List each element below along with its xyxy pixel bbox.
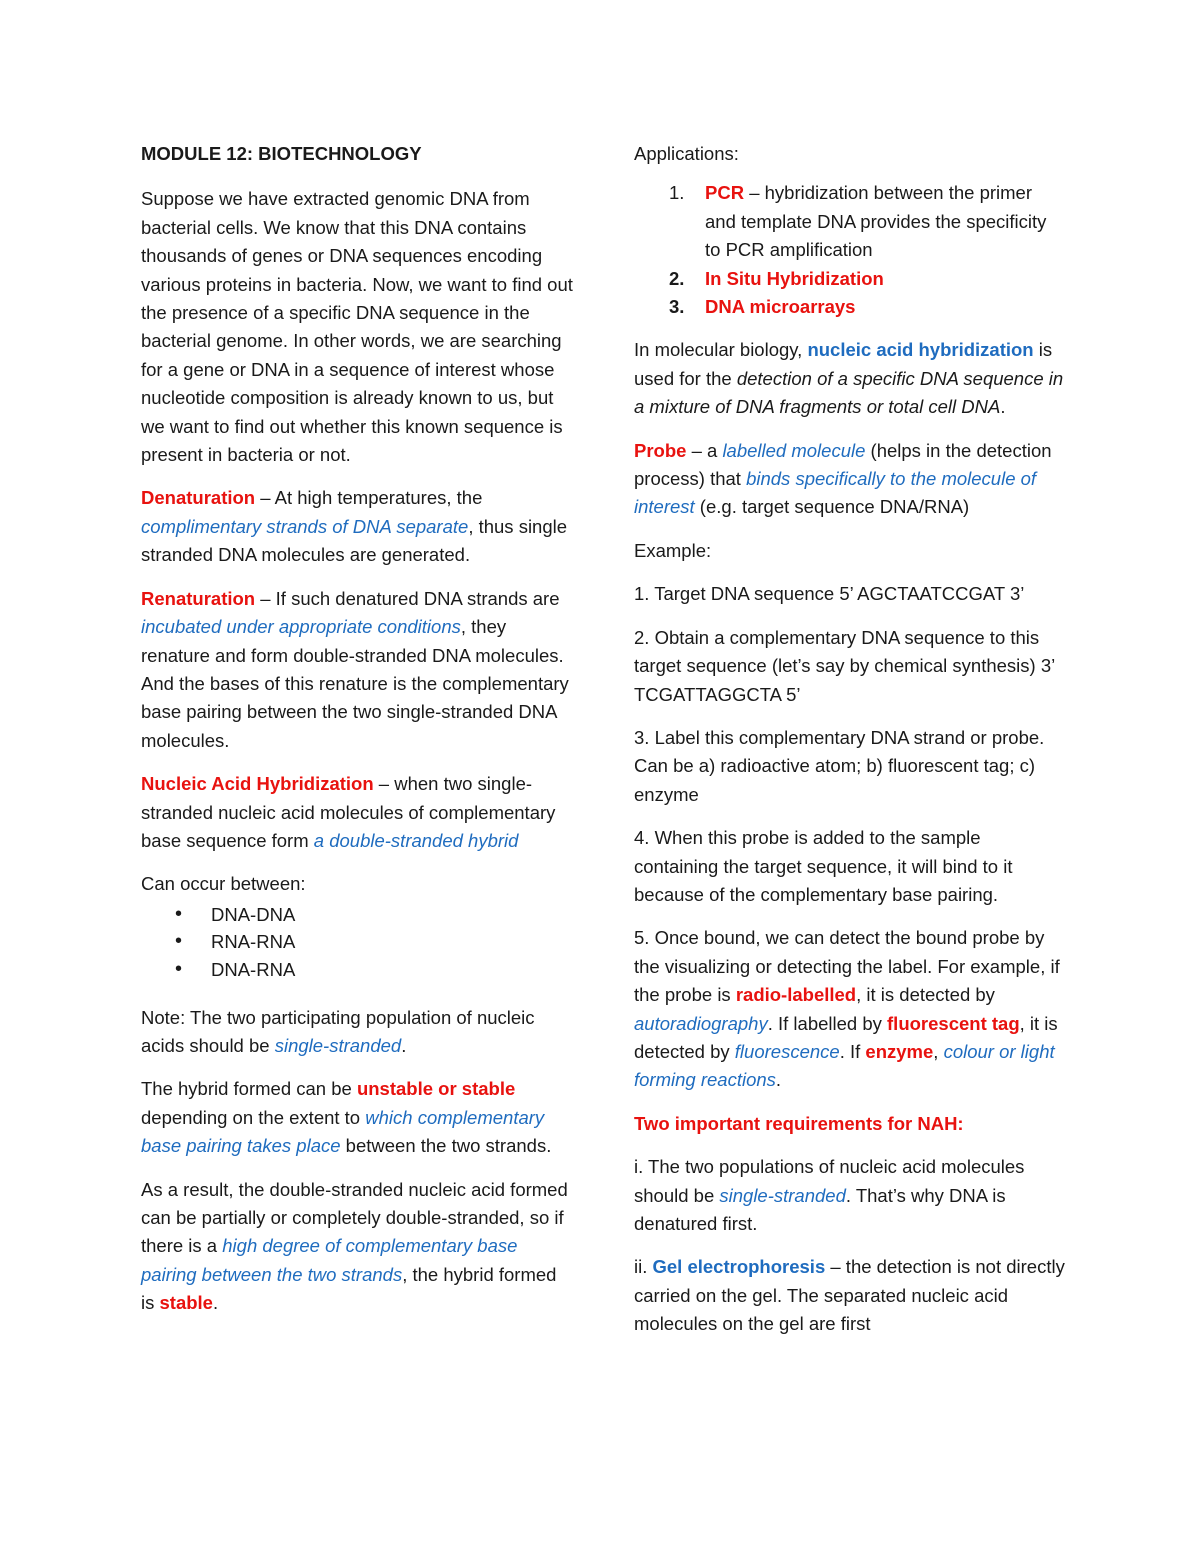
text: , thus single stranded DNA molecules are generated.	[141, 515, 568, 566]
list-item: • DNA-RNA	[175, 956, 573, 984]
text: As a result, the double-stranded nucleic acid formed can be partially or completely double-stranded, so if there is a	[141, 1178, 568, 1257]
text: – the detection is not directly carried on the gel. The separated nucleic acid molecules on the gel are first	[634, 1256, 1065, 1335]
list-number: 1.	[669, 182, 685, 204]
text: (helps in the detection process) that	[634, 439, 1052, 490]
can-occur-label: Can occur between:	[141, 873, 306, 895]
application-term: In Situ Hybridization	[705, 267, 884, 289]
text: . If labelled by	[767, 1012, 888, 1034]
intro-paragraph: Suppose we have extracted genomic DNA from bacterial cells. We know that this DNA contains thousands of genes or DNA sequences encoding various proteins in bacteria. Now, we want to find out the presence of a specific DNA sequence in the bacterial genome. In other words, we are searching for a gene or DNA in a sequence of interest whose nucleotide composition is already known to us, but we want to find out whether this known sequence is present in bacteria or not.	[141, 188, 573, 466]
text: – If such denatured DNA strands are	[255, 587, 560, 609]
text: ii.	[634, 1256, 653, 1278]
hybridization-paragraph	[141, 770, 573, 855]
emphasis: colour or light forming reactions	[634, 1040, 1055, 1091]
application-term: DNA microarrays	[705, 296, 856, 318]
emphasis: fluorescence	[734, 1040, 840, 1062]
list-item	[634, 265, 1066, 293]
text: The two participating population of nucleic acids should be	[141, 1006, 535, 1056]
emphasis: high degree of complementary base pairing between the two strands	[141, 1235, 518, 1285]
denaturation-term: Denaturation	[141, 487, 256, 509]
text: ,	[933, 1040, 944, 1062]
note-paragraph	[141, 1004, 573, 1061]
text: i. The two populations of nucleic acid molecules should be	[634, 1156, 1025, 1206]
text: depending on the extent to	[141, 1106, 366, 1128]
highlight: enzyme	[865, 1040, 934, 1062]
highlight: radio-labelled	[735, 984, 857, 1006]
requirements-heading: Two important requirements for NAH:	[634, 1112, 964, 1134]
emphasis: autoradiography	[634, 1012, 768, 1034]
text: In molecular biology,	[634, 339, 808, 361]
emphasis: detection of a specific DNA sequence in a mixture of DNA fragments or total cell DNA	[634, 367, 1064, 418]
emphasis: a double-stranded hybrid	[313, 829, 519, 851]
renaturation-paragraph	[141, 585, 573, 755]
emphasis: single-stranded	[719, 1184, 846, 1206]
example-step-5	[634, 924, 1066, 1094]
highlight: unstable or stable	[356, 1078, 516, 1100]
note-label: Note:	[141, 1006, 186, 1028]
list-item: • DNA-DNA	[175, 901, 573, 929]
text: between the two strands.	[340, 1135, 552, 1157]
highlight: fluorescent tag	[887, 1012, 1020, 1034]
example-step-2: 2. Obtain a complementary DNA sequence to this target sequence (let’s say by chemical synthesis) 3’ TCGATTAGGCTA 5’	[634, 626, 1055, 705]
applications-label: Applications:	[634, 143, 739, 164]
text: 5. Once bound, we can detect the bound probe by the visualizing or detecting the label. For example, if the probe is	[634, 927, 1060, 1006]
right-column	[634, 140, 1066, 1354]
example-step-4: 4. When this probe is added to the sample containing the target sequence, it will bind to it because of the complementary base pairing.	[634, 827, 1013, 905]
emphasis: incubated under appropriate conditions	[141, 616, 461, 638]
emphasis: complimentary strands of DNA separate	[141, 515, 469, 537]
list-number: 3.	[669, 296, 685, 318]
text: is used for the	[634, 339, 1053, 389]
pair-list	[141, 901, 573, 984]
example-label: Example:	[634, 539, 712, 561]
key-term: Gel electrophoresis	[652, 1256, 826, 1278]
list-item	[634, 179, 1066, 264]
probe-paragraph	[634, 437, 1066, 522]
list-item	[634, 293, 1066, 321]
example-step-3: 3. Label this complementary DNA strand or probe. Can be a) radioactive atom; b) fluorescent tag; c) enzyme	[634, 726, 1045, 805]
application-term: PCR	[705, 182, 745, 204]
text: – a	[686, 439, 723, 461]
emphasis: which complementary base pairing takes place	[141, 1106, 545, 1157]
text: , it is detected by	[634, 1012, 1058, 1062]
text: – At high temperatures, the	[255, 487, 483, 509]
text: , the hybrid formed is	[141, 1263, 557, 1314]
list-number: 2.	[669, 267, 685, 289]
left-column	[141, 140, 573, 1333]
text: , it is detected by	[856, 984, 995, 1006]
emphasis: single-stranded	[274, 1034, 402, 1056]
stability-paragraph	[141, 1075, 573, 1160]
highlight: stable	[159, 1292, 213, 1314]
page-title: MODULE 12: BIOTECHNOLOGY	[141, 143, 422, 164]
probe-term: Probe	[634, 439, 687, 461]
result-paragraph	[141, 1176, 573, 1318]
text: .	[401, 1034, 407, 1056]
emphasis: labelled molecule	[722, 439, 866, 461]
requirement-2	[634, 1253, 1066, 1338]
text: .	[212, 1292, 219, 1314]
text: , they renature and form double-stranded DNA molecules. And the bases of this renature is the complementary base pairing between the two single-stranded DNA molecules.	[141, 616, 569, 751]
text: .	[775, 1069, 782, 1091]
list-item: • RNA-RNA	[175, 928, 573, 956]
emphasis: binds specifically to the molecule of interest	[634, 468, 1037, 518]
molbio-paragraph	[634, 336, 1066, 421]
text: . If	[839, 1040, 866, 1062]
example-step-1: 1. Target DNA sequence 5’ AGCTAATCCGAT 3’	[634, 583, 1025, 605]
applications-list	[634, 179, 1066, 321]
denaturation-paragraph	[141, 484, 573, 569]
text: – hybridization between the primer and template DNA provides the specificity to PCR amplification	[705, 182, 1047, 261]
key-term: nucleic acid hybridization	[807, 339, 1034, 361]
text: The hybrid formed can be	[141, 1078, 357, 1100]
text: .	[1000, 396, 1006, 418]
text: – when two single-stranded nucleic acid molecules of complementary base sequence form	[141, 773, 556, 851]
text: . That’s why DNA is denatured first.	[634, 1184, 1006, 1234]
renaturation-term: Renaturation	[141, 587, 256, 609]
requirement-1	[634, 1153, 1066, 1238]
hybridization-term: Nucleic Acid Hybridization	[141, 773, 374, 795]
text: (e.g. target sequence DNA/RNA)	[694, 496, 970, 518]
